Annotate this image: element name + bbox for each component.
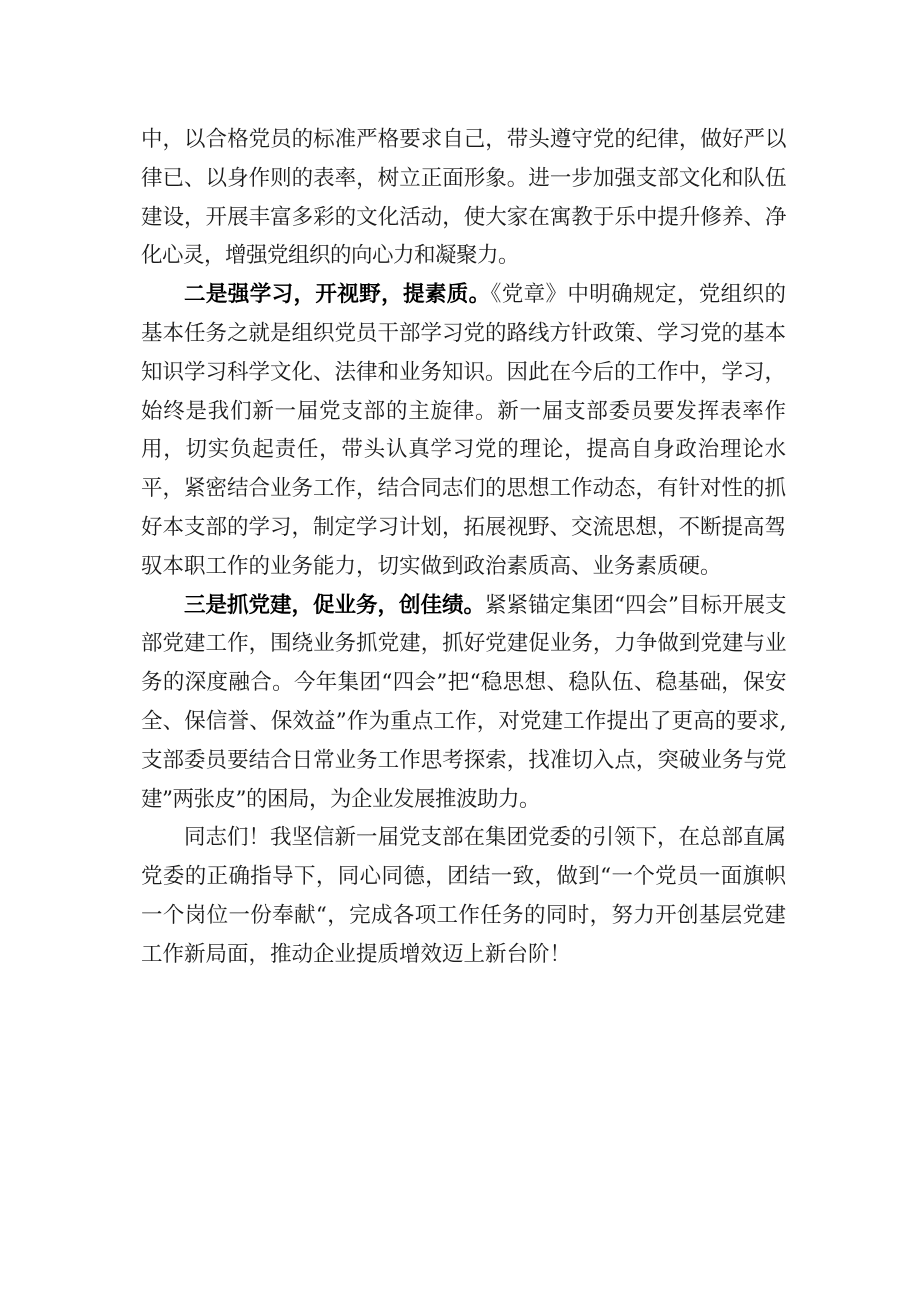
document-body (141, 121, 786, 975)
paragraph-study (141, 276, 786, 586)
paragraph-heading: 二是强学习，开视野，提素质。 (184, 282, 491, 308)
paragraph-text: 紧紧锚定集团“四会”目标开展支部党建工作，围绕业务抓党建，抓好党建促业务，力争做到党建与业务的深度融合。今年集团“四会”把“稳思想、稳队伍、稳基础，保安全、保信誉、保效益”作为重点工作，对党建工作提出了更高的要求,支部委员要结合日常业务工作思考探索，找准切入点，突破业务与党建”两张皮”的困局，为企业发展推波助力。 (141, 592, 786, 812)
paragraph-heading: 三是抓党建，促业务，创佳绩。 (184, 592, 486, 618)
paragraph-text: 中，以合格党员的标准严格要求自己，带头遵守党的纪律，做好严以律已、以身作则的表率，树立正面形象。进一步加强支部文化和队伍建设，开展丰富多彩的文化活动，使大家在寓教于乐中提升修养、净化心灵，增强党组织的向心力和凝聚力。 (141, 127, 786, 269)
paragraph-text: 同志们！我坚信新一届党支部在集团党委的引领下，在总部直属党委的正确指导下，同心同德，团结一致，做到“一个党员一面旗帜一个岗位一份奉献“，完成各项工作任务的同时，努力开创基层党建工作新局面，推动企业提质增效迈上新台阶！ (141, 825, 787, 967)
paragraph-party-building (141, 587, 786, 820)
paragraph-text: 《党章》中明确规定，党组织的基本任务之就是组织党员干部学习党的路线方针政策、学习党的基本知识学习科学文化、法律和业务知识。因此在今后的工作中，学习，始终是我们新一届党支部的主旋律。新一届支部委员要发挥表率作用，切实负起责任，带头认真学习党的理论，提高自身政治理论水平，紧密结合业务工作，结合同志们的思想工作动态，有针对性的抓好本支部的学习，制定学习计划，拓展视野、交流思想，不断提高驾驭本职工作的业务能力，切实做到政治素质高、业务素质硬。 (141, 282, 787, 579)
paragraph-closing (141, 819, 786, 974)
paragraph-continuation (141, 121, 786, 276)
